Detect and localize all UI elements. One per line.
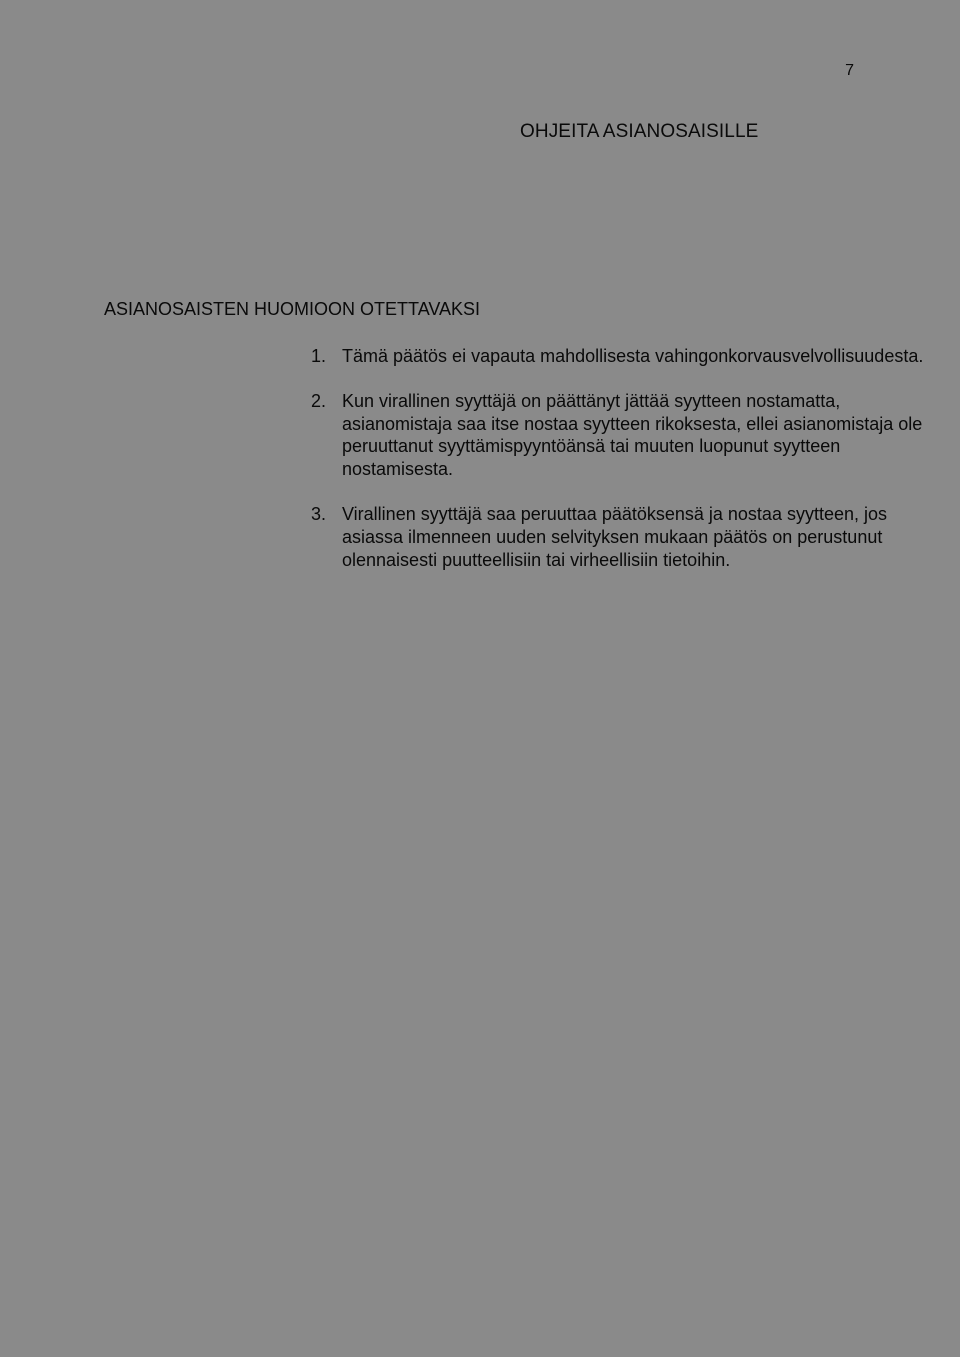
item-text: Virallinen syyttäjä saa peruuttaa päätöksensä ja nostaa syytteen, jos asiassa ilmenneen uuden selvityksen mukaan päätös on perustunut olennaisesti puutteellisiin tai virheellisiin tietoihin. — [342, 503, 888, 570]
instruction-item-1 — [311, 345, 941, 368]
item-text: Tämä päätös ei vapauta mahdollisesta vahingonkorvausvelvollisuudesta. — [342, 346, 924, 366]
instruction-item-2 — [311, 390, 941, 481]
page-number: 7 — [845, 62, 854, 79]
item-number: 3. — [311, 503, 327, 524]
instruction-item-3 — [311, 503, 941, 571]
item-text: Kun virallinen syyttäjä on päättänyt jättää syytteen nostamatta, asianomistaja saa itse nostaa syytteen rikoksesta, ellei asianomistaja ole peruuttanut syyttämispyyntöänsä tai muuten luopunut syytteen nostamisesta. — [342, 390, 923, 480]
item-number: 2. — [311, 390, 327, 411]
instruction-list — [311, 345, 941, 593]
document-title: OHJEITA ASIANOSAISILLE — [520, 121, 759, 142]
item-number: 1. — [311, 346, 327, 366]
section-heading: ASIANOSAISTEN HUOMIOON OTETTAVAKSI — [104, 299, 481, 319]
